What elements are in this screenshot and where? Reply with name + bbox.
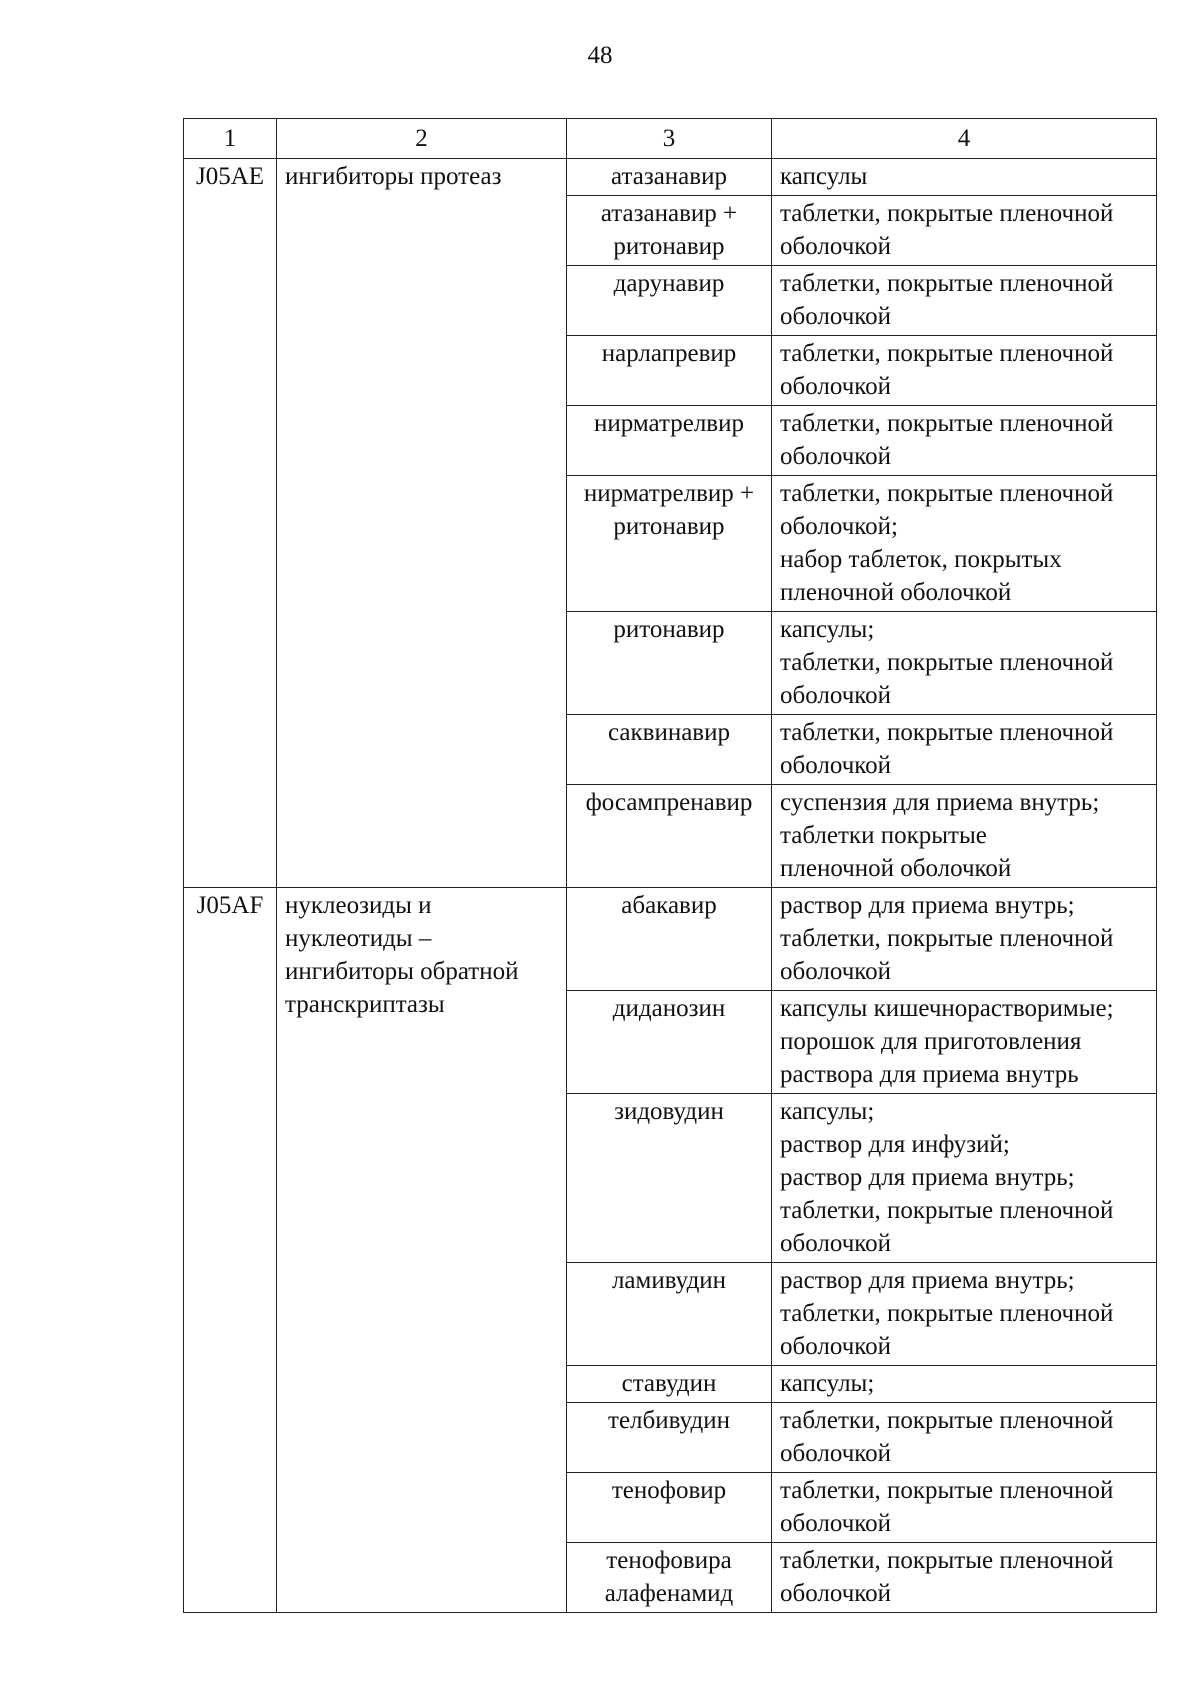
dosage-form-cell: капсулы; раствор для инфузий; раствор для приема внутрь; таблетки, покрытые пленочной оболочкой — [772, 1094, 1157, 1263]
dosage-form-cell: таблетки, покрытые пленочной оболочкой — [772, 1543, 1157, 1613]
dosage-form-cell: капсулы кишечнорастворимые; порошок для приготовления раствора для приема внутрь — [772, 991, 1157, 1094]
header-cell-1: 1 — [184, 119, 277, 159]
dosage-form-cell: таблетки, покрытые пленочной оболочкой — [772, 266, 1157, 336]
group-name-cell: нуклеозиды и нуклеотиды – ингибиторы обратной транскриптазы — [277, 888, 567, 1613]
drug-name-cell: атазанавир — [567, 159, 772, 196]
dosage-form-cell: таблетки, покрытые пленочной оболочкой — [772, 406, 1157, 476]
drug-name-cell: нарлапревир — [567, 336, 772, 406]
drug-name-cell: фосампренавир — [567, 785, 772, 888]
dosage-form-cell: таблетки, покрытые пленочной оболочкой — [772, 1473, 1157, 1543]
header-cell-2: 2 — [277, 119, 567, 159]
dosage-form-cell: суспензия для приема внутрь; таблетки покрытые пленочной оболочкой — [772, 785, 1157, 888]
dosage-form-cell: таблетки, покрытые пленочной оболочкой — [772, 1403, 1157, 1473]
drug-name-cell: диданозин — [567, 991, 772, 1094]
dosage-form-cell: раствор для приема внутрь; таблетки, покрытые пленочной оболочкой — [772, 1263, 1157, 1366]
atc-code-cell: J05AF — [184, 888, 277, 1613]
drug-table — [183, 118, 1157, 1613]
drug-name-cell: саквинавир — [567, 715, 772, 785]
drug-name-cell: ритонавир — [567, 612, 772, 715]
drug-name-cell: ламивудин — [567, 1263, 772, 1366]
dosage-form-cell: таблетки, покрытые пленочной оболочкой — [772, 715, 1157, 785]
dosage-form-cell: раствор для приема внутрь; таблетки, покрытые пленочной оболочкой — [772, 888, 1157, 991]
table-row — [184, 888, 1157, 991]
drug-name-cell: нирматрелвир + ритонавир — [567, 476, 772, 612]
dosage-form-cell: таблетки, покрытые пленочной оболочкой — [772, 336, 1157, 406]
dosage-form-cell: капсулы — [772, 159, 1157, 196]
atc-code-cell: J05AE — [184, 159, 277, 888]
drug-name-cell: ставудин — [567, 1366, 772, 1403]
drug-name-cell: зидовудин — [567, 1094, 772, 1263]
drug-name-cell: тенофовира алафенамид — [567, 1543, 772, 1613]
drug-name-cell: абакавир — [567, 888, 772, 991]
header-cell-3: 3 — [567, 119, 772, 159]
dosage-form-cell: таблетки, покрытые пленочной оболочкой; набор таблеток, покрытых пленочной оболочкой — [772, 476, 1157, 612]
drug-name-cell: тенофовир — [567, 1473, 772, 1543]
drug-name-cell: атазанавир + ритонавир — [567, 196, 772, 266]
dosage-form-cell: таблетки, покрытые пленочной оболочкой — [772, 196, 1157, 266]
group-name-cell: ингибиторы протеаз — [277, 159, 567, 888]
page-number: 48 — [587, 42, 613, 69]
dosage-form-cell: капсулы; — [772, 1366, 1157, 1403]
header-cell-4: 4 — [772, 119, 1157, 159]
table-row — [184, 159, 1157, 196]
drug-name-cell: нирматрелвир — [567, 406, 772, 476]
drug-name-cell: телбивудин — [567, 1403, 772, 1473]
drug-name-cell: дарунавир — [567, 266, 772, 336]
table-body — [184, 119, 1157, 1613]
dosage-form-cell: капсулы; таблетки, покрытые пленочной оболочкой — [772, 612, 1157, 715]
header-row — [184, 119, 1157, 159]
